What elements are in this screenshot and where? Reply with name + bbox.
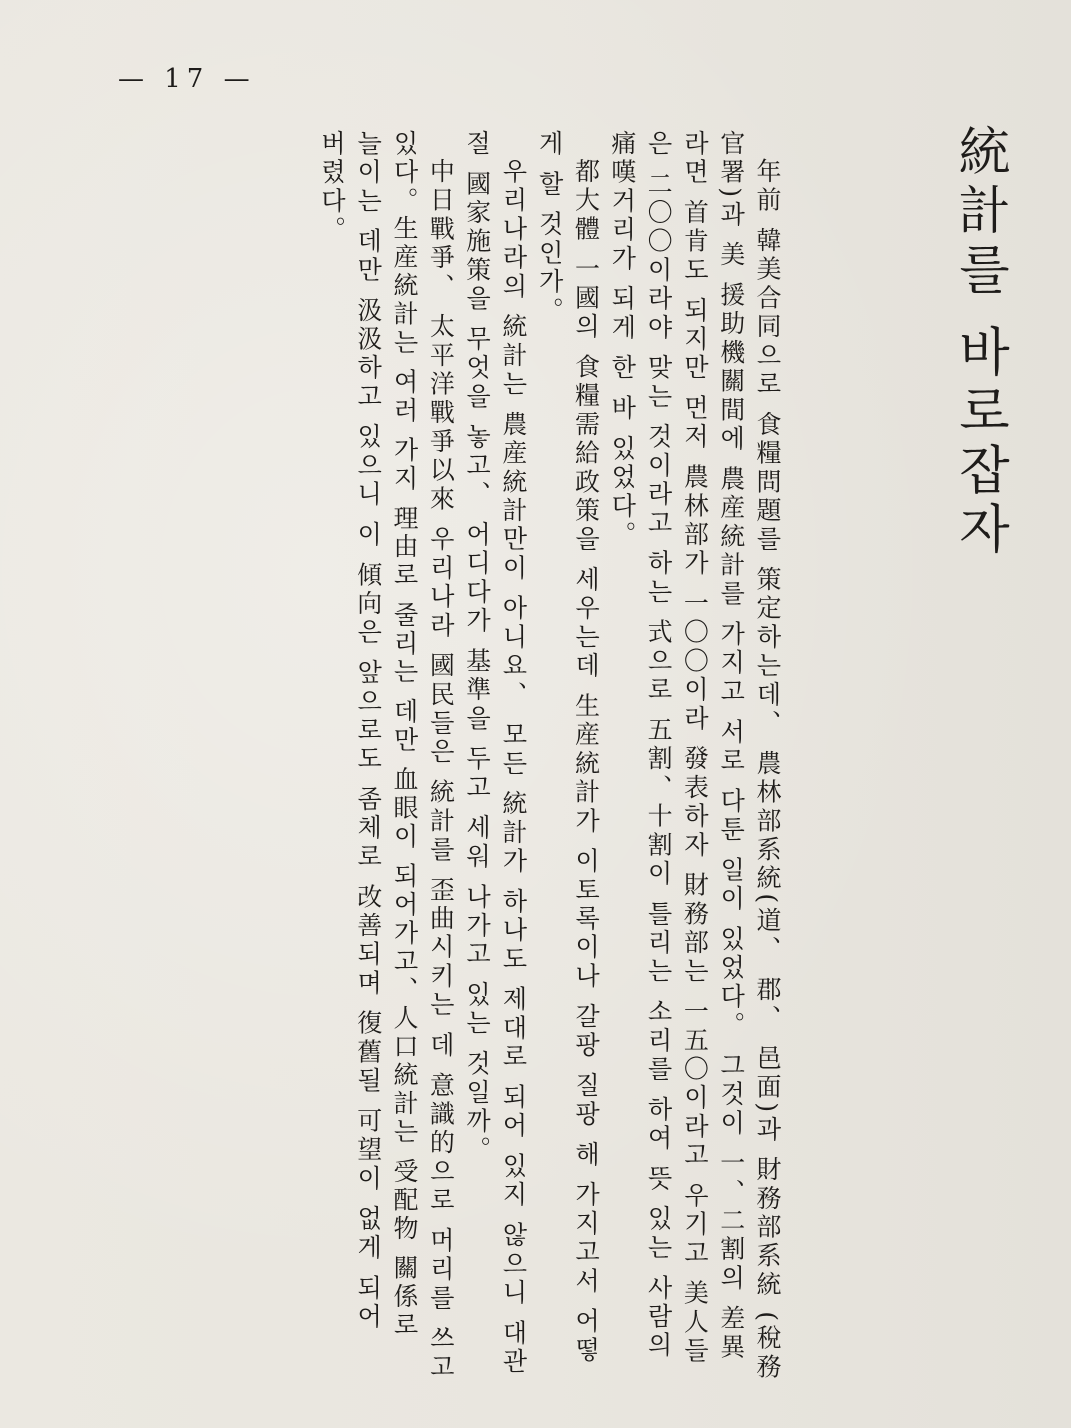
text-line-2: 官署)과 美 援助機關間에 農産統計를 가지고 서로 다툰 일이 있었다。 그것이 一、二割의 差異 bbox=[716, 130, 746, 1363]
text-line-10: 中日戰爭、 太平洋戰爭以來 우리나라 國民들은 統計를 歪曲시키는 데 意識的으로 머리를 쓰고 bbox=[426, 158, 456, 1383]
text-line-8: 우리나라의 統計는 農産統計만이 아니요、 모든 統計가 하나도 제대로 되어 있지 않으니 대관 bbox=[498, 158, 528, 1377]
text-line-4: 은 二〇〇이라야 맞는 것이라고 하는 式으로 五割、十割이 틀리는 소리를 하여 뜻 있는 사람의 bbox=[644, 130, 674, 1361]
body-text bbox=[313, 130, 785, 1400]
text-line-12: 늘이는 데만 汲汲하고 있으니 이 傾向은 앞으로도 좀체로 改善되며 復舊될 可望이 없게 되어 bbox=[353, 130, 383, 1332]
text-line-9: 절 國家施策을 무엇을 놓고、 어디다가 基準을 두고 세워 나가고 있는 것일까。 bbox=[462, 130, 492, 1165]
text-line-7: 게 할 것인가。 bbox=[535, 130, 565, 326]
text-line-13: 버렸다。 bbox=[317, 130, 347, 245]
chapter-title: 統計를 바로잡자 bbox=[949, 124, 1009, 561]
text-line-11: 있다。生産統計는 여러 가지 理由로 줄리는 데만 血眼이 되어가고、人口統計는 受配物 關係로 bbox=[390, 130, 420, 1340]
text-line-6: 都大體 一國의 食糧需給政策을 세우는데 生産統計가 이토록이나 갈팡 질팡 해 가지고서 어떻 bbox=[571, 158, 601, 1366]
text-line-5: 痛嘆거리가 되게 한 바 있었다。 bbox=[607, 130, 637, 550]
page-number: — 17 — bbox=[118, 64, 256, 94]
text-line-1: 年前 韓美合同으로 食糧問題를 策定하는데、 農林部系統(道、 郡、 邑面)과 財務部系統 (稅務 bbox=[753, 158, 782, 1383]
text-line-3: 라면 首肯도 되지만 먼저 農林部가 一〇〇이라 發表하자 財務部는 一五〇이라고 우기고 美人들 bbox=[680, 130, 710, 1366]
